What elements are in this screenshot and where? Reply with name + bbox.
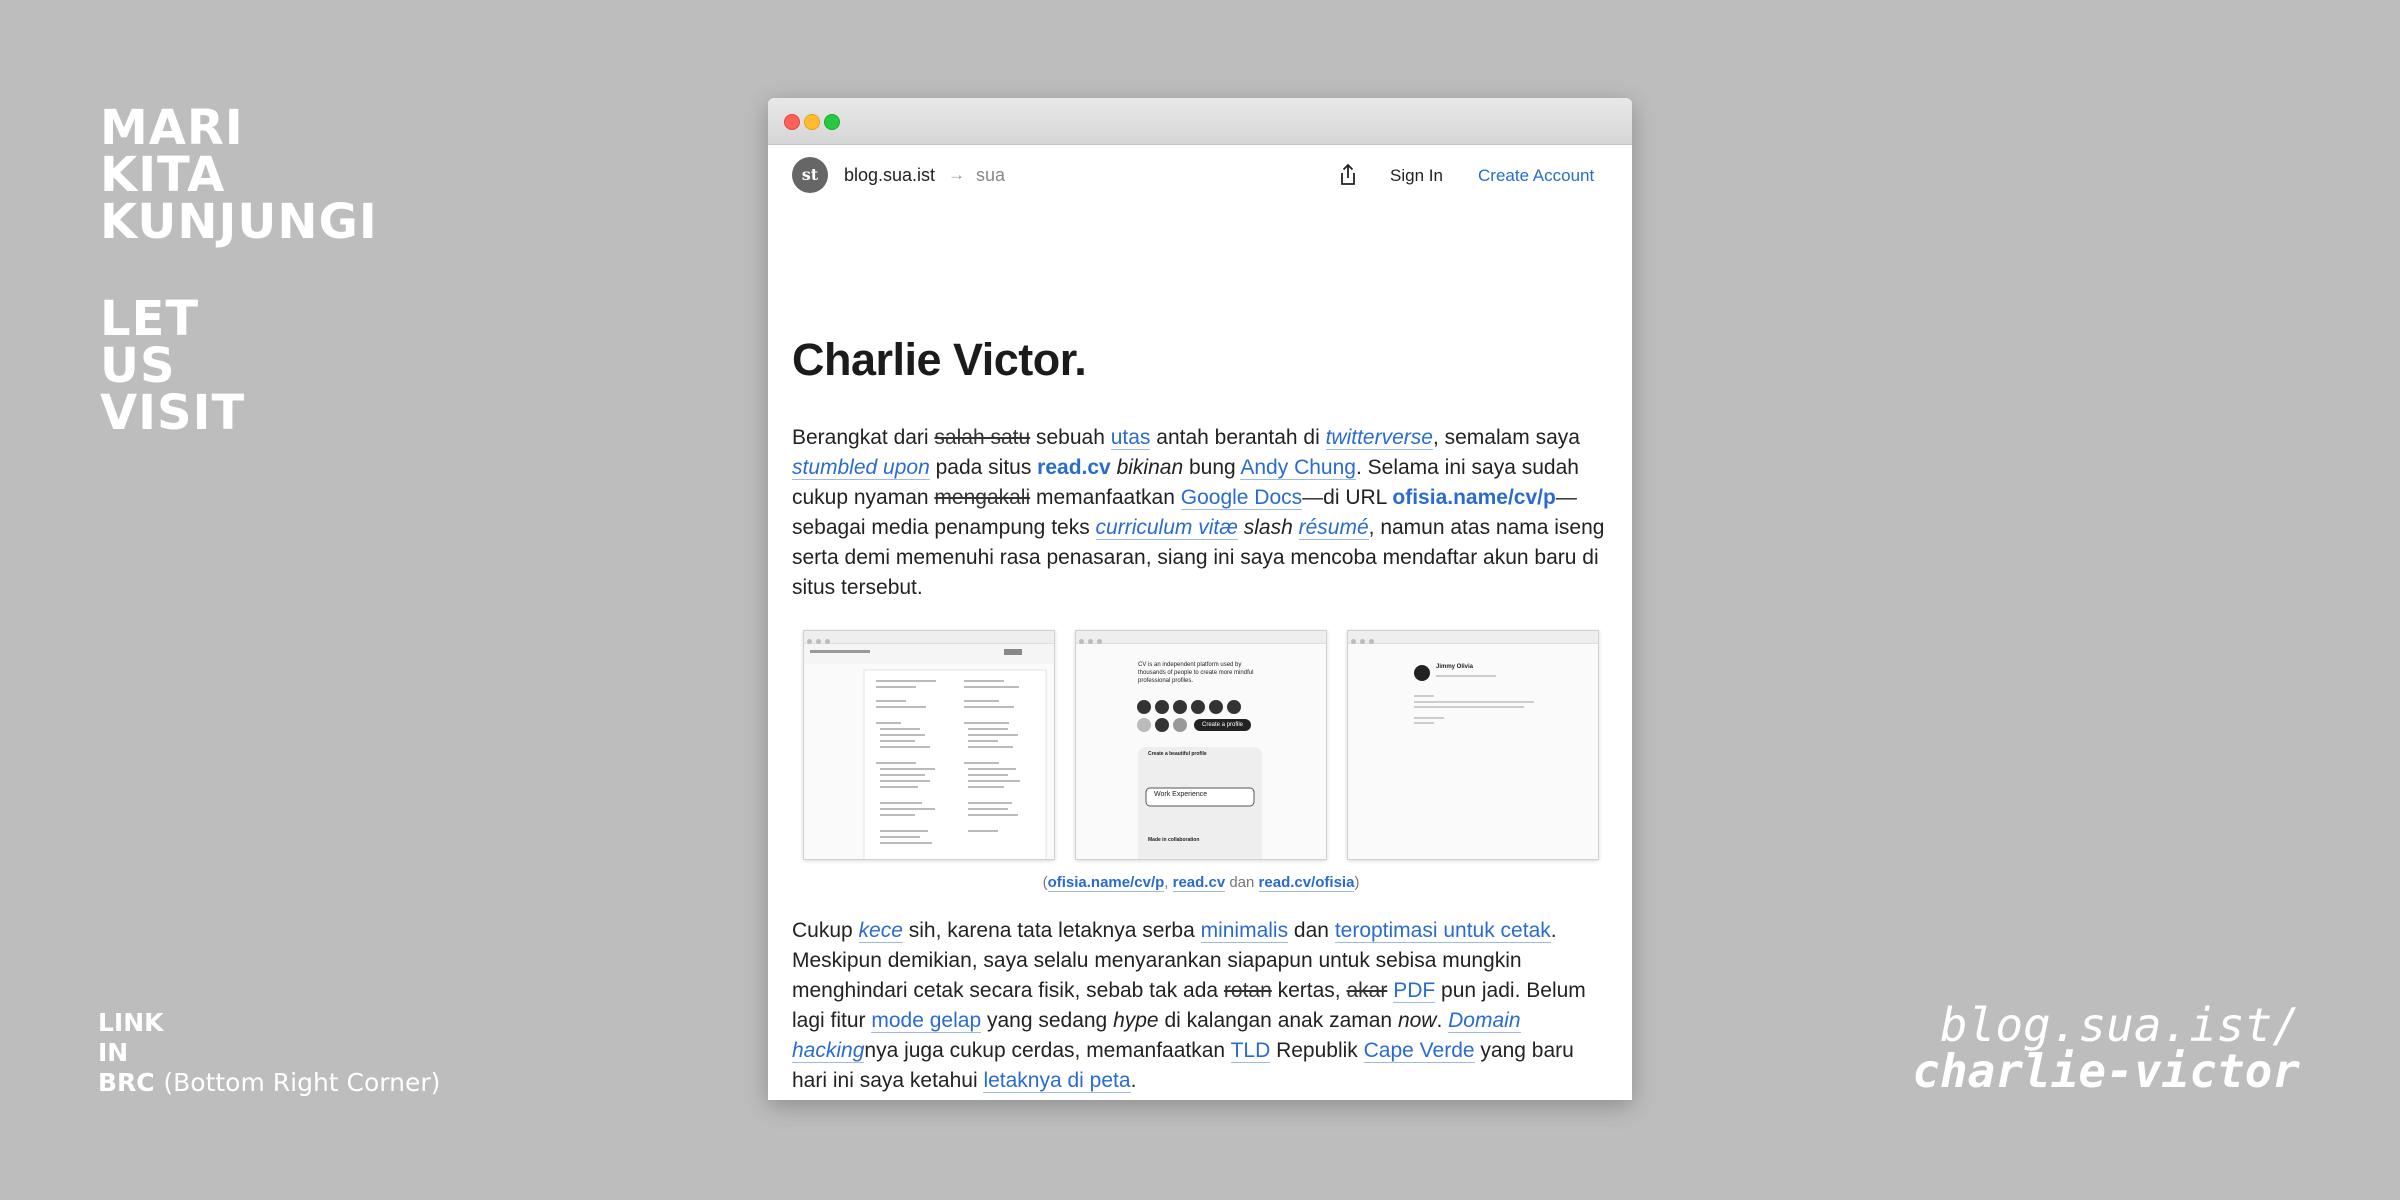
- link-line: LINK: [98, 1008, 164, 1037]
- create-profile-button: Create a profile: [1194, 719, 1251, 731]
- sign-in-link[interactable]: Sign In: [1390, 166, 1443, 185]
- link-line: IN: [98, 1038, 129, 1067]
- caption-link-read-cv[interactable]: read.cv: [1172, 874, 1226, 891]
- poster-title: [100, 100, 378, 441]
- breadcrumb-arrow-icon: →: [948, 165, 965, 184]
- title-line: KITA: [100, 147, 226, 203]
- zoom-window-button[interactable]: [824, 114, 840, 130]
- link-tld[interactable]: TLD: [1230, 1039, 1271, 1062]
- link-andy-chung[interactable]: Andy Chung: [1240, 456, 1356, 479]
- link-google-docs[interactable]: Google Docs: [1180, 486, 1303, 509]
- link-read-cv[interactable]: read.cv: [1037, 456, 1111, 479]
- title-line: KUNJUNGI: [100, 194, 378, 250]
- window-titlebar: [768, 98, 1632, 145]
- link-in-brc-note: [98, 1008, 440, 1098]
- shot2-field: Work Experience: [1154, 791, 1208, 798]
- shot2-headline: CV is an independent platform used by thousands of people to create more mindful professional profiles.: [1138, 662, 1254, 684]
- title-line: US: [100, 338, 176, 394]
- article-title: Charlie Victor.: [792, 334, 1087, 385]
- link-twitterverse[interactable]: twitterverse: [1325, 426, 1433, 449]
- link-resume[interactable]: résumé: [1298, 516, 1369, 539]
- gallery-caption: (ofisia.name/cv/p, read.cv dan read.cv/ofisia): [1042, 874, 1360, 891]
- link-mode-gelap[interactable]: mode gelap: [871, 1009, 982, 1032]
- title-line: MARI: [100, 100, 244, 156]
- link-stumbled-upon[interactable]: stumbled upon: [792, 456, 930, 479]
- article-paragraph-1: Berangkat dari salah satu sebuah utas antah berantah di twitterverse, semalam saya stumbled upon pada situs read.cv bikinan bung Andy Chung. Selama ini saya sudah cukup nyaman mengakali memanfaatkan Google Docs—di URL ofisia.name/cv/p—sebagai media penampung teks curriculum vitæ slash résumé, namun atas nama iseng serta demi memenuhi rasa penasaran, siang ini saya mencoba mendaftar akun baru di situs tersebut.: [792, 426, 1605, 599]
- link-utas[interactable]: utas: [1110, 426, 1151, 449]
- shot3-name: Jimmy Olivia: [1436, 664, 1474, 670]
- title-line: VISIT: [100, 385, 246, 441]
- minimize-window-button[interactable]: [804, 114, 820, 130]
- link-paren: (Bottom Right Corner): [163, 1068, 441, 1097]
- url-line-1: blog.sua.ist/: [1939, 998, 2300, 1052]
- blog-navbar: [768, 145, 1632, 205]
- link-domain-hacking[interactable]: Domain hacking: [792, 1009, 1521, 1062]
- screenshot-read-cv-profile[interactable]: [1347, 630, 1599, 860]
- breadcrumb-author[interactable]: sua: [976, 165, 1006, 185]
- link-kece[interactable]: kece: [858, 919, 903, 942]
- caption-link-read-cv-ofisia[interactable]: read.cv/ofisia: [1258, 874, 1355, 891]
- url-line-2: charlie-victor: [1912, 1044, 2300, 1098]
- blog-url-note: [1912, 998, 2300, 1098]
- link-ofisia-cv[interactable]: ofisia.name/cv/p: [1392, 486, 1556, 509]
- screenshot-google-doc[interactable]: [803, 630, 1055, 860]
- site-name-link[interactable]: blog.sua.ist: [844, 165, 936, 185]
- screenshot-gallery: [803, 630, 1603, 862]
- article-paragraph-2: Cukup kece sih, karena tata letaknya serba minimalis dan teroptimasi untuk cetak. Meskipun demikian, saya selalu menyarankan siapapun untuk sebisa mungkin menghindari cetak secara fisik, sebab tak ada rotan kertas, akar PDF pun jadi. Belum lagi fitur mode gelap yang sedang hype di kalangan anak zaman now. Domain hackingnya juga cukup cerdas, memanfaatkan TLD Republik Cape Verde yang baru hari ini saya ketahui letaknya di peta.: [792, 919, 1586, 1092]
- caption-link-ofisia[interactable]: ofisia.name/cv/p: [1047, 874, 1165, 891]
- site-logo[interactable]: st: [792, 157, 828, 193]
- shot2-card2-title: Made in collaboration: [1148, 837, 1200, 843]
- shot2-card-title: Create a beautiful profile: [1148, 751, 1207, 757]
- share-icon[interactable]: [1334, 161, 1362, 189]
- close-window-button[interactable]: [784, 114, 800, 130]
- create-account-link[interactable]: Create Account: [1478, 166, 1595, 185]
- link-cape-verde[interactable]: Cape Verde: [1363, 1039, 1475, 1062]
- screenshot-read-cv-signup[interactable]: [1075, 630, 1327, 860]
- title-gap: [100, 246, 378, 296]
- link-teroptimasi-cetak[interactable]: teroptimasi untuk cetak: [1334, 919, 1551, 942]
- link-line: BRC: [98, 1068, 155, 1097]
- link-curriculum-vitae[interactable]: curriculum vitæ: [1095, 516, 1238, 539]
- link-minimalis[interactable]: minimalis: [1200, 919, 1289, 942]
- profile-preview-icon: [1348, 643, 1598, 859]
- article-content: [792, 334, 1610, 603]
- title-line: LET: [100, 291, 200, 347]
- browser-window: [768, 98, 1632, 1100]
- document-preview-icon: [804, 644, 1054, 860]
- link-letaknya-di-peta[interactable]: letaknya di peta: [983, 1069, 1131, 1092]
- link-pdf[interactable]: PDF: [1393, 979, 1436, 1002]
